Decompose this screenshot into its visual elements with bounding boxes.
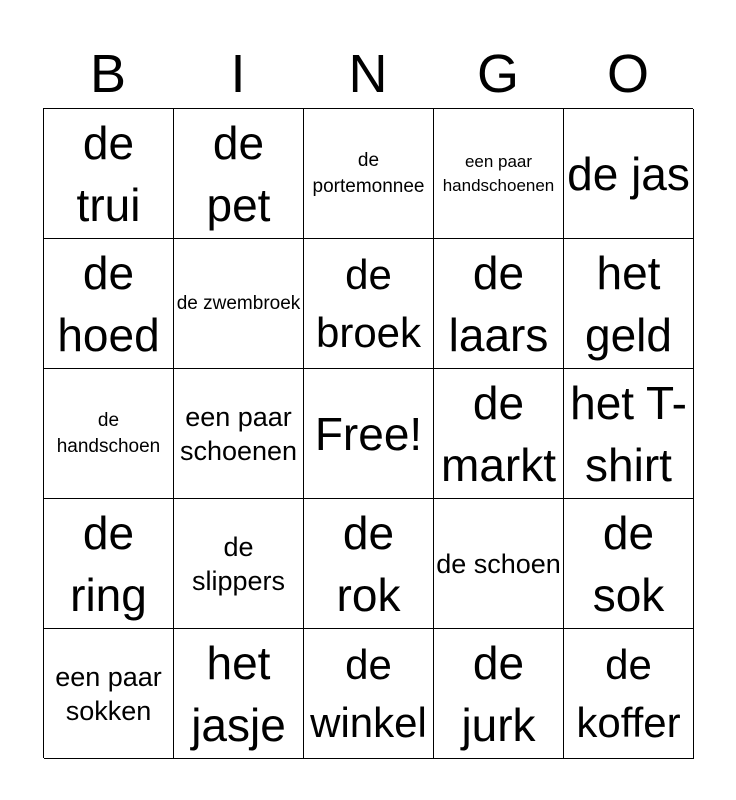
bingo-cell[interactable] xyxy=(304,239,434,369)
cell-text: de pet xyxy=(206,116,271,231)
bingo-cell[interactable] xyxy=(564,369,694,499)
bingo-cell[interactable] xyxy=(434,629,564,759)
bingo-cell[interactable] xyxy=(44,499,174,629)
cell-text: de laars xyxy=(448,246,549,361)
bingo-cell[interactable] xyxy=(434,239,564,369)
header-letter-n: N xyxy=(348,44,388,104)
bingo-cell[interactable] xyxy=(44,239,174,369)
cell-text: de zwembroek xyxy=(176,292,301,314)
header-letter-b: B xyxy=(89,44,127,104)
bingo-card-grid xyxy=(43,108,693,758)
bingo-cell[interactable] xyxy=(44,369,174,499)
header-letter-g: G xyxy=(476,44,519,104)
cell-text: het jasje xyxy=(191,636,286,751)
free-space-text: Free! xyxy=(314,407,423,460)
cell-text: de jurk xyxy=(461,636,536,751)
bingo-cell[interactable] xyxy=(304,109,434,239)
cell-text: de trui xyxy=(76,116,141,231)
cell-text: een paar schoenen xyxy=(179,401,298,466)
cell-text: een paar handschoenen xyxy=(442,151,555,195)
cell-text: de schoen xyxy=(436,548,561,579)
bingo-cell[interactable] xyxy=(44,109,174,239)
cell-text: de jas xyxy=(567,147,690,200)
bingo-header xyxy=(43,40,693,108)
cell-text: de koffer xyxy=(576,640,681,746)
bingo-cell[interactable] xyxy=(304,499,434,629)
bingo-cell[interactable] xyxy=(434,369,564,499)
bingo-cell[interactable] xyxy=(434,109,564,239)
cell-text: de slippers xyxy=(191,531,286,596)
bingo-cell[interactable] xyxy=(564,499,694,629)
bingo-cell[interactable] xyxy=(564,629,694,759)
bingo-cell[interactable] xyxy=(174,499,304,629)
bingo-cell[interactable] xyxy=(174,369,304,499)
cell-text: de broek xyxy=(315,250,422,356)
cell-text: de hoed xyxy=(57,246,160,361)
cell-text: de winkel xyxy=(310,640,427,746)
header-letter-i: I xyxy=(230,44,246,104)
cell-text: de rok xyxy=(336,506,401,621)
bingo-cell[interactable] xyxy=(174,239,304,369)
bingo-cell[interactable] xyxy=(174,109,304,239)
bingo-cell[interactable] xyxy=(304,629,434,759)
free-space-cell[interactable] xyxy=(304,369,434,499)
cell-text: een paar sokken xyxy=(55,661,162,726)
bingo-cell[interactable] xyxy=(564,109,694,239)
bingo-cell[interactable] xyxy=(434,499,564,629)
bingo-cell[interactable] xyxy=(174,629,304,759)
cell-text: het T-shirt xyxy=(570,376,687,491)
cell-text: de sok xyxy=(592,506,665,621)
cell-text: het geld xyxy=(585,246,672,361)
cell-text: de markt xyxy=(441,376,556,491)
cell-text: de handschoen xyxy=(56,409,161,457)
header-letter-o: O xyxy=(606,44,649,104)
cell-text: de ring xyxy=(70,506,147,621)
bingo-cell[interactable] xyxy=(564,239,694,369)
cell-text: de portemonnee xyxy=(312,149,425,197)
bingo-cell[interactable] xyxy=(44,629,174,759)
